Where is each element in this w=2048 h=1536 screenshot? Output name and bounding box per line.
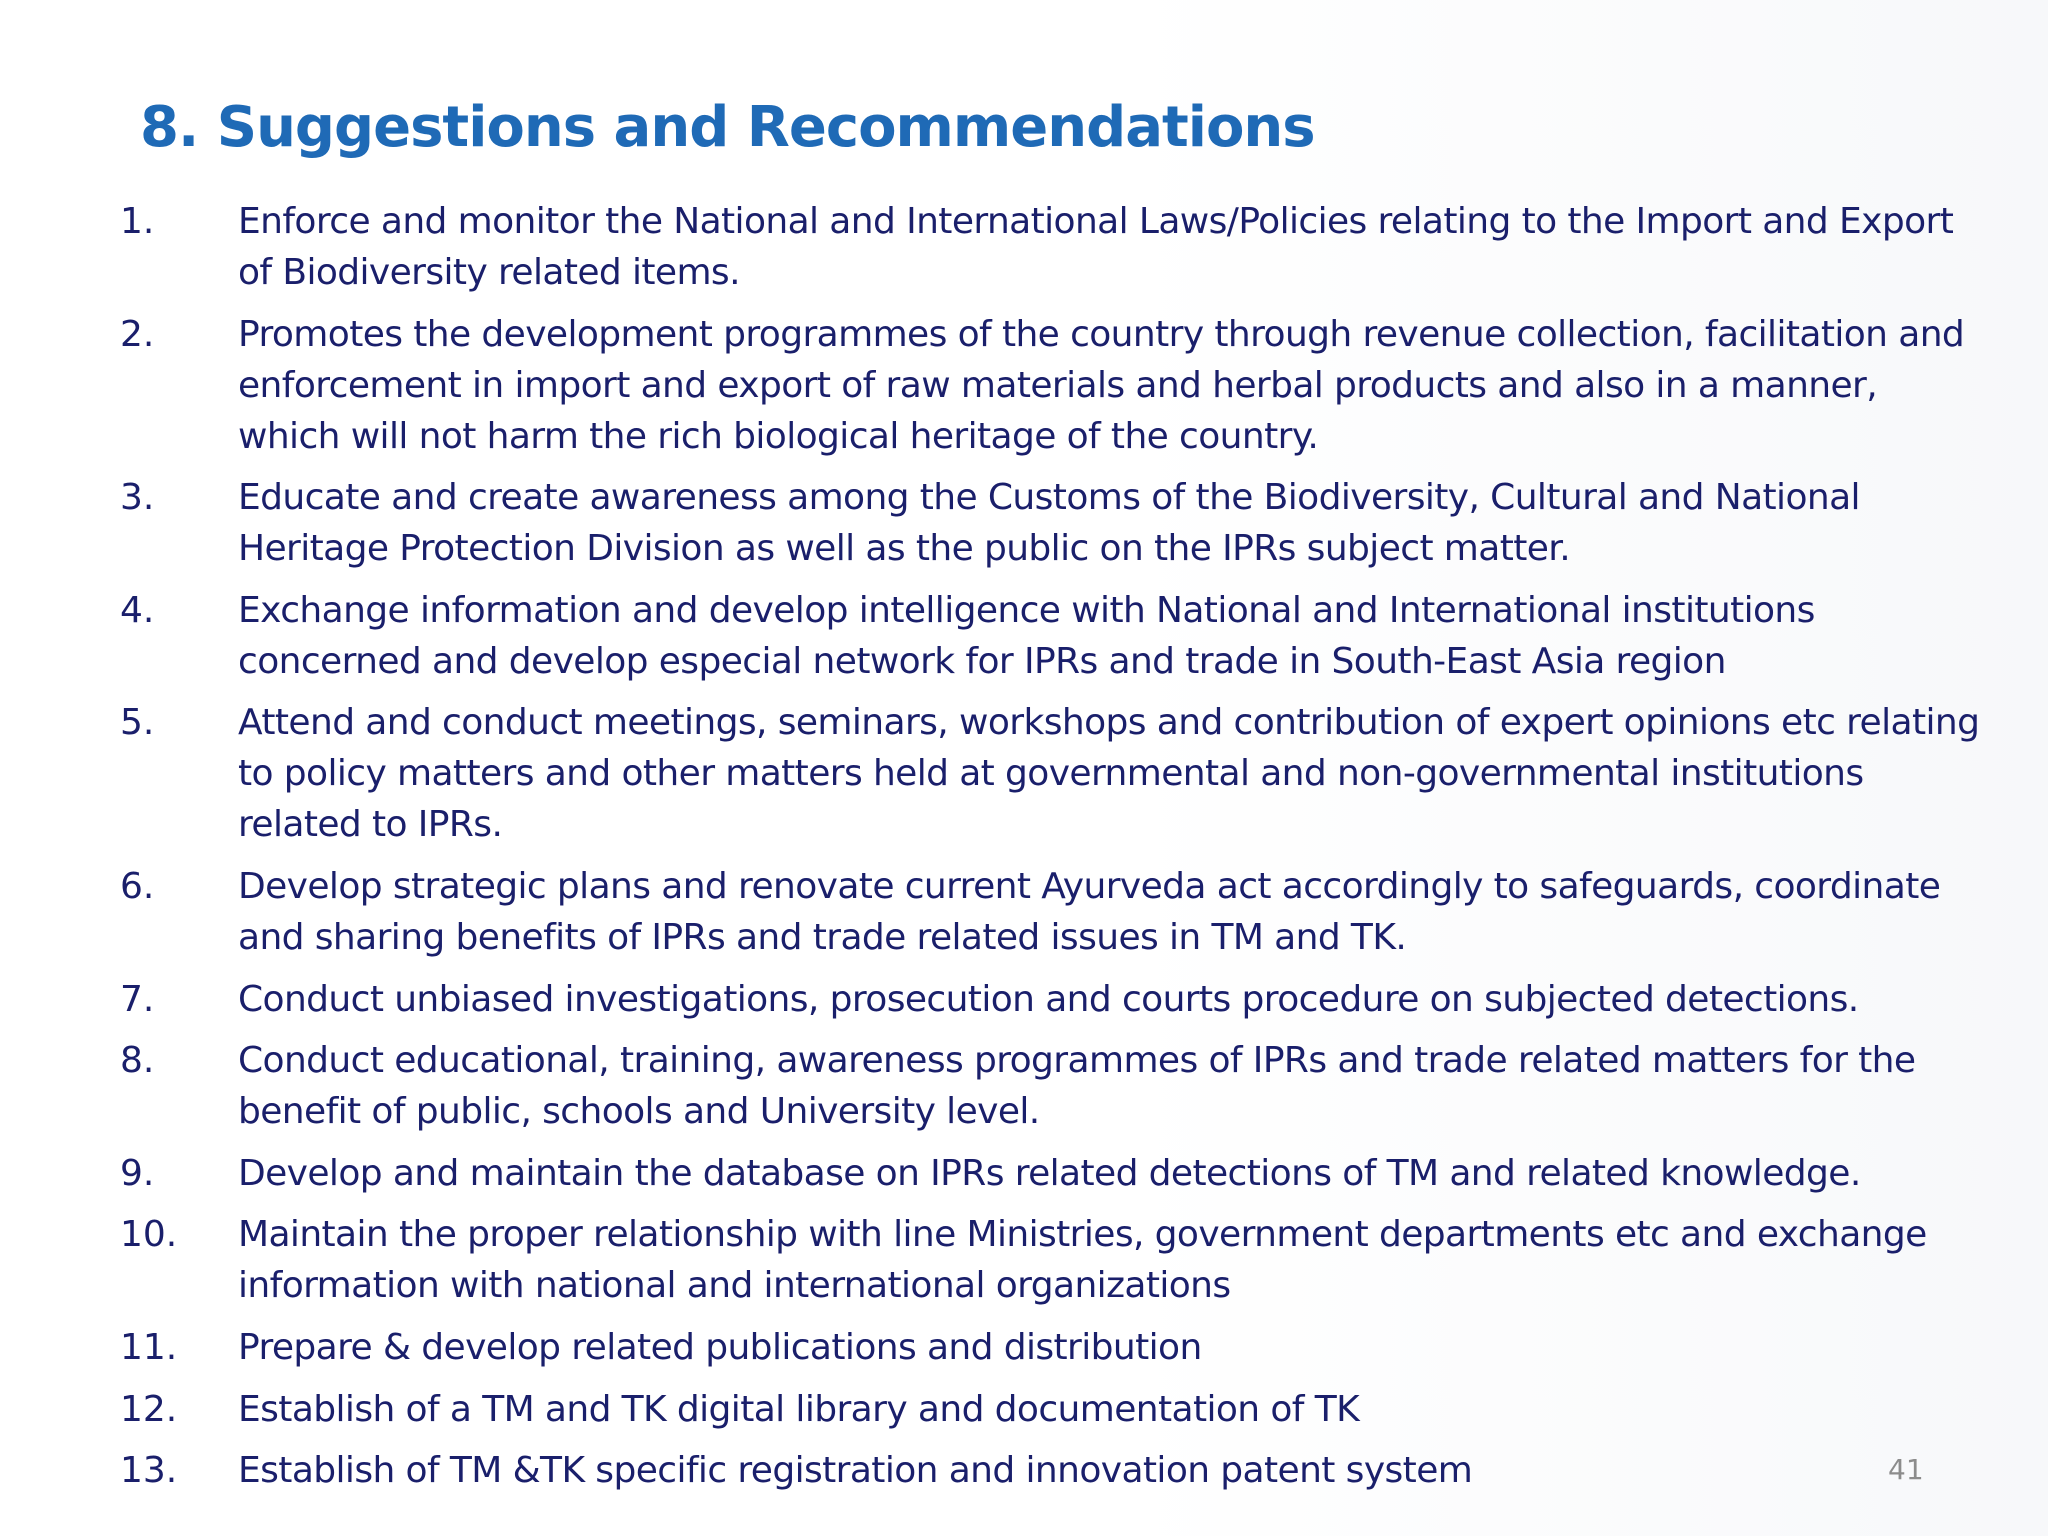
item-text: Conduct educational, training, awareness programmes of IPRs and trade related matters for the benefit of public, schools and University level. xyxy=(238,1040,1916,1133)
item-number: 8. xyxy=(120,1040,155,1082)
slide-title: 8. Suggestions and Recommendations xyxy=(140,95,1315,160)
list-item xyxy=(120,861,1980,963)
item-number: 5. xyxy=(120,702,155,744)
list-item xyxy=(120,974,1980,1025)
list-item xyxy=(120,472,1980,574)
item-number: 7. xyxy=(120,978,155,1020)
item-text: Maintain the proper relationship with line Ministries, government departments etc and exchange information with national and international organizations xyxy=(238,1214,1927,1307)
list-item xyxy=(120,697,1980,850)
item-text: Exchange information and develop intelligence with National and International institutions concerned and develop especial network for IPRs and trade in South-East Asia region xyxy=(238,589,1815,682)
list-item xyxy=(120,1322,1980,1373)
item-number: 1. xyxy=(120,201,155,242)
list-item xyxy=(120,1148,1980,1199)
list-item xyxy=(120,1209,1980,1311)
item-number: 13. xyxy=(120,1450,178,1492)
item-number: 4. xyxy=(120,589,155,631)
list-item xyxy=(120,1035,1980,1137)
item-number: 11. xyxy=(120,1326,178,1368)
page-number: 41 xyxy=(1888,1453,1924,1486)
item-number: 2. xyxy=(120,313,155,355)
list-item xyxy=(120,1445,1980,1496)
item-number: 3. xyxy=(120,477,155,519)
item-text: Establish of a TM and TK digital library and documentation of TK xyxy=(238,1388,1360,1430)
list-item xyxy=(120,309,1980,462)
list-item xyxy=(120,585,1980,687)
item-text: Attend and conduct meetings, seminars, workshops and contribution of expert opinions etc relating to policy matters and other matters held at governmental and non-governmental institutions related to IPRs. xyxy=(238,702,1980,846)
item-text: Develop strategic plans and renovate current Ayurveda act accordingly to safeguards, coordinate and sharing benefits of IPRs and trade related issues in TM and TK. xyxy=(238,865,1941,958)
item-text: Develop and maintain the database on IPRs related detections of TM and related knowledge. xyxy=(238,1152,1861,1194)
item-number: 10. xyxy=(120,1214,178,1256)
item-number: 12. xyxy=(120,1388,178,1430)
list-item xyxy=(120,1384,1980,1435)
item-text: Educate and create awareness among the Customs of the Biodiversity, Cultural and National Heritage Protection Division as well as the public on the IPRs subject matter. xyxy=(238,477,1860,570)
item-text: Promotes the development programmes of the country through revenue collection, facilitation and enforcement in import and export of raw materials and herbal products and also in a manner, which will not harm the rich biological heritage of the country. xyxy=(238,313,1965,457)
recommendations-list xyxy=(120,196,1980,1507)
item-number: 6. xyxy=(120,865,155,907)
item-text: Enforce and monitor the National and International Laws/Policies relating to the Import and Export of Biodiversity related items. xyxy=(238,201,1954,293)
item-text: Prepare & develop related publications and distribution xyxy=(238,1326,1202,1368)
item-text: Conduct unbiased investigations, prosecution and courts procedure on subjected detections. xyxy=(238,978,1859,1020)
list-item xyxy=(120,196,1980,298)
item-text: Establish of TM &TK specific registration and innovation patent system xyxy=(238,1450,1473,1492)
item-number: 9. xyxy=(120,1152,155,1194)
